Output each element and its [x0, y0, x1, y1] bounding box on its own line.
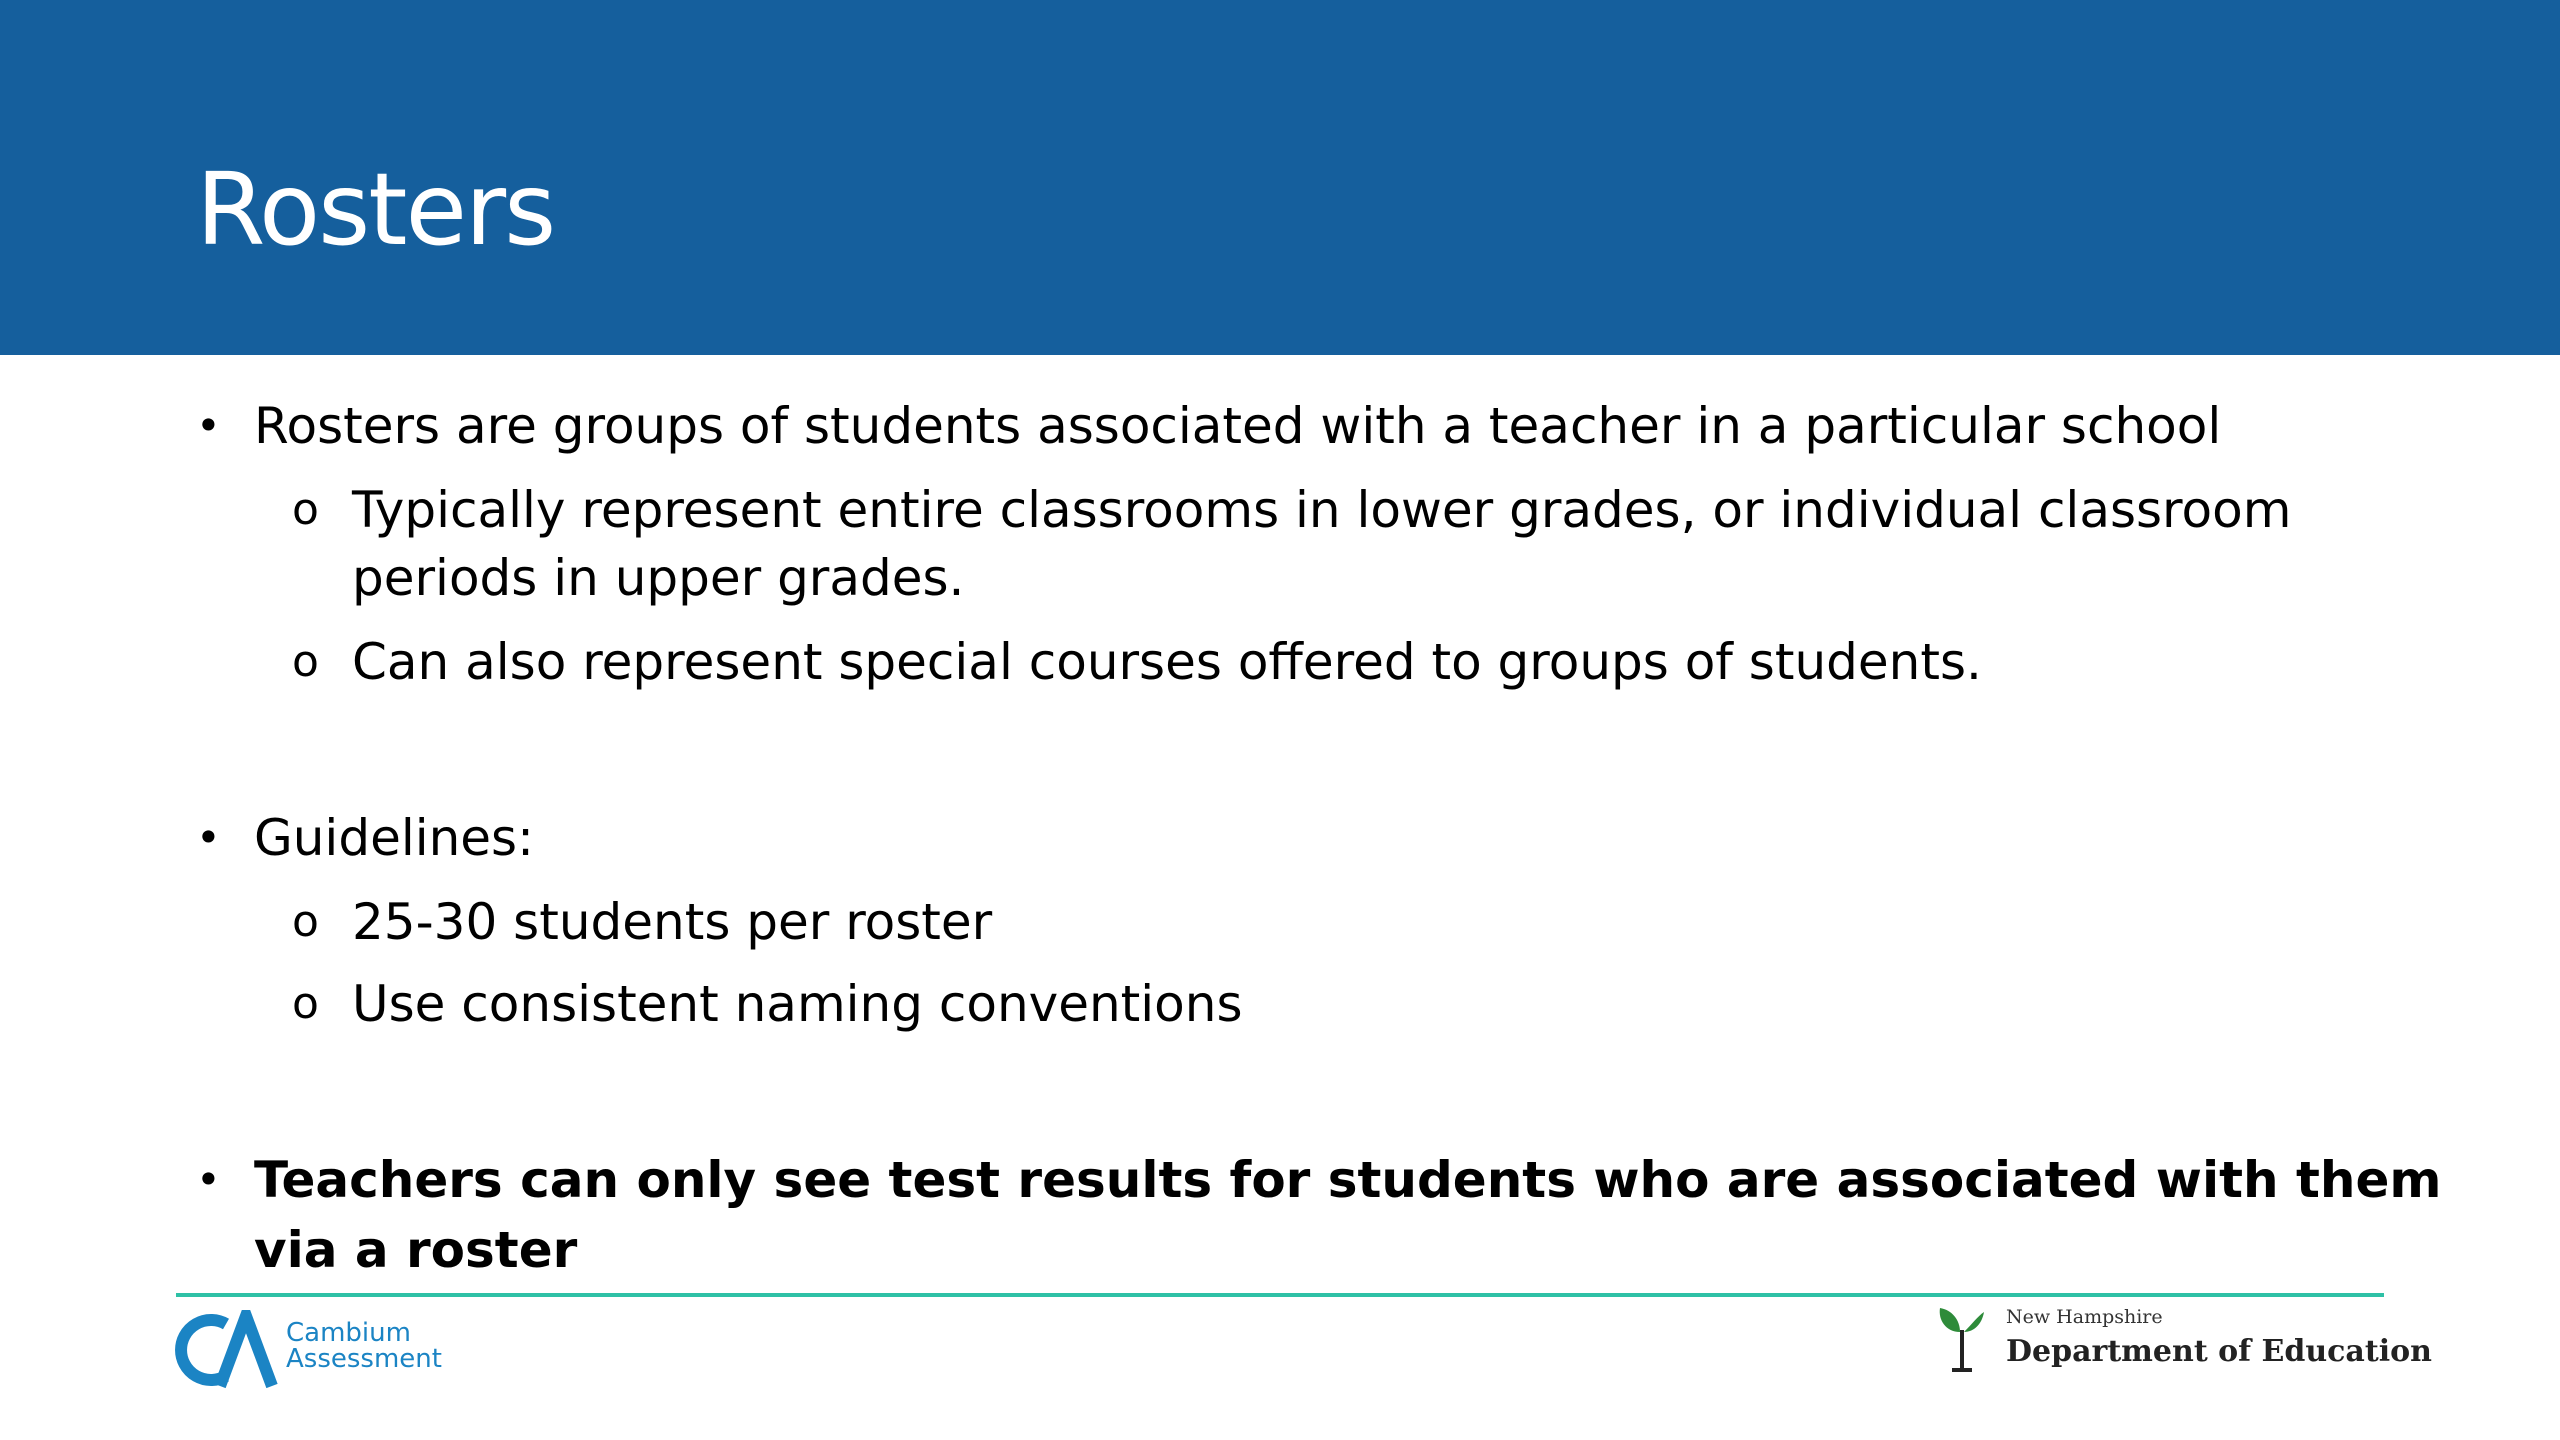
- bullet-glyph: •: [196, 401, 221, 450]
- nh-department-of-education-logo: [1932, 1302, 2432, 1392]
- sub-bullet-typically-represent-cont: periods in upper grades.: [352, 549, 965, 607]
- assessment-word: Assessment: [286, 1344, 442, 1374]
- sub-bullet-glyph: o: [292, 484, 319, 535]
- sprout-leaf-icon: [1932, 1302, 1992, 1382]
- sub-bullet-glyph: o: [292, 896, 319, 947]
- sub-bullet-naming-conventions: Use consistent naming conventions: [352, 975, 1243, 1033]
- bullet-glyph: •: [196, 813, 221, 862]
- bullet-glyph: •: [196, 1155, 221, 1204]
- bullet-guidelines: Guidelines:: [254, 809, 534, 867]
- bullet-teachers-visibility-cont: via a roster: [254, 1221, 578, 1279]
- sub-bullet-students-per-roster: 25-30 students per roster: [352, 893, 993, 951]
- nh-state-name: New Hampshire: [2006, 1306, 2163, 1328]
- nh-department-name: Department of Education: [2006, 1334, 2432, 1369]
- cambium-assessment-logo: [174, 1310, 474, 1390]
- footer-divider: [176, 1293, 2384, 1297]
- sub-bullet-typically-represent: Typically represent entire classrooms in lower grades, or individual classroom: [352, 481, 2292, 539]
- sub-bullet-glyph: o: [292, 978, 319, 1029]
- sub-bullet-special-courses: Can also represent special courses offered to groups of students.: [352, 633, 1982, 691]
- sub-bullet-glyph: o: [292, 636, 319, 687]
- cambium-ca-logo-icon: [174, 1310, 284, 1390]
- slide-title: Rosters: [196, 151, 555, 268]
- cambium-word: Cambium: [286, 1318, 411, 1348]
- bullet-rosters-definition: Rosters are groups of students associated with a teacher in a particular school: [254, 397, 2222, 455]
- bullet-teachers-visibility: Teachers can only see test results for students who are associated with them: [254, 1151, 2442, 1209]
- cambium-wordmark: [286, 1320, 442, 1372]
